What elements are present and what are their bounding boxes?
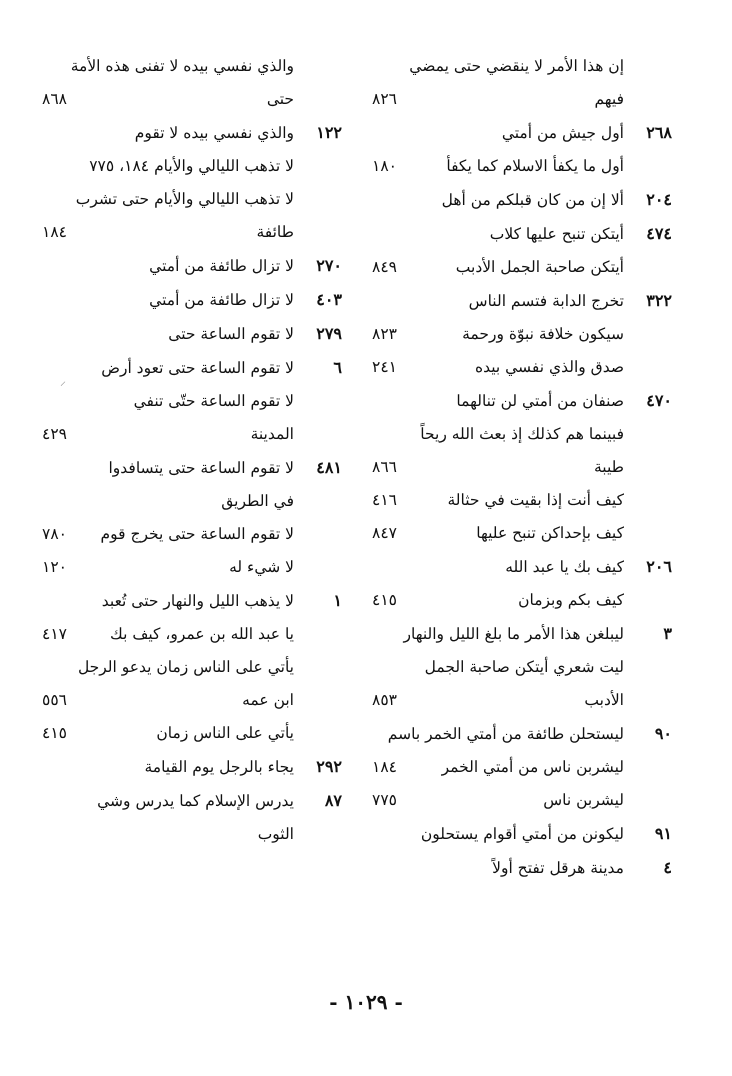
entry-text: في الطريق [221, 492, 294, 510]
entry-page-ref: ٨٦٨ [42, 90, 67, 108]
entry-text-wrap [42, 83, 294, 116]
index-entry [372, 550, 672, 584]
entry-text: ليت شعري أيتكن صاحبة الجمل [424, 658, 624, 676]
entry-text: لا تذهب الليالي والأيام حتى تشرب [75, 190, 294, 208]
entry-text: أيتكن تنبح عليها كلاب [489, 225, 624, 243]
entry-text: والذي نفسي بيده لا تفنى هذه الأمة [70, 57, 294, 75]
entry-text-wrap [372, 618, 624, 651]
index-entry [372, 50, 672, 83]
entry-text: يجاء بالرجل يوم القيامة [144, 758, 294, 776]
entry-page-ref: ٧٧٥ [372, 791, 397, 809]
index-entry [42, 150, 342, 183]
entry-number: ٢٧٠ [316, 256, 342, 275]
entry-text-wrap [42, 216, 294, 249]
index-column-right [372, 50, 672, 885]
index-entry [372, 384, 672, 418]
index-entry [42, 451, 342, 485]
entry-text-wrap [372, 351, 624, 384]
index-entry [42, 385, 342, 418]
index-entry [42, 584, 342, 618]
entry-text: أيتكن صاحبة الجمل الأدبب [455, 258, 624, 276]
entry-text-wrap [372, 651, 624, 684]
entry-text: ليكونن من أمتي أقوام يستحلون [420, 825, 624, 843]
index-entry [42, 485, 342, 518]
index-entry [42, 351, 342, 385]
entry-number: ٤٧٠ [646, 391, 672, 410]
entry-number: ٢٦٨ [646, 123, 672, 142]
entry-page-ref: ١٨٠ [372, 157, 397, 175]
entry-text-wrap [372, 251, 624, 284]
entry-text: لا تقوم الساعة حتى تعود أرض [101, 359, 294, 377]
entry-number: ١٢٢ [316, 123, 342, 142]
entry-text-wrap [372, 517, 624, 550]
index-entry [372, 517, 672, 550]
entry-page-ref: ١٨٤ [372, 758, 397, 776]
entry-text: يأتي على الناس زمان [156, 724, 294, 742]
entry-text-wrap [42, 518, 294, 551]
entry-text: لا تزال طائفة من أمتي [149, 257, 294, 275]
index-entry [42, 183, 342, 216]
entry-number: ٢٧٩ [316, 324, 342, 343]
entry-text-wrap [372, 784, 624, 817]
entry-text-wrap [42, 618, 294, 651]
entry-number: ٤٨١ [316, 458, 342, 477]
entry-text-wrap [372, 418, 624, 451]
entry-text-wrap [372, 551, 624, 584]
entry-text-wrap [42, 818, 294, 851]
entry-text: لا تقوم الساعة حتى [168, 325, 294, 343]
index-entry [372, 651, 672, 684]
entry-text-wrap [372, 150, 624, 183]
entry-text-wrap [42, 352, 294, 385]
entry-text: كيف بإحداكن تنبح عليها [476, 524, 624, 542]
entry-text-wrap [372, 852, 624, 885]
index-entry [42, 116, 342, 150]
entry-text-wrap [42, 418, 294, 451]
entry-page-ref: ٧٨٠ [42, 525, 67, 543]
index-entry [372, 318, 672, 351]
entry-number: ٦ [333, 358, 342, 377]
entry-text-wrap [372, 385, 624, 418]
entry-text-wrap [42, 385, 294, 418]
entry-text-wrap [372, 184, 624, 217]
entry-text: كيف أنت إذا بقيت في حثالة [447, 491, 624, 509]
entry-text-wrap [42, 284, 294, 317]
entry-text-wrap [42, 150, 294, 183]
entry-page-ref: ١٢٠ [42, 558, 67, 576]
entry-page-ref: ٤٢٩ [42, 425, 67, 443]
entry-text-wrap [42, 585, 294, 618]
index-entry [42, 83, 342, 116]
entry-number: ٤ [663, 858, 672, 877]
entry-text-wrap [42, 50, 294, 83]
entry-text: صدق والذي نفسي بيده [474, 358, 624, 376]
entry-text-wrap [372, 83, 624, 116]
entry-text: لا تزال طائفة من أمتي [149, 291, 294, 309]
entry-text-wrap [372, 751, 624, 784]
entry-page-ref: ٨٤٩ [372, 258, 397, 276]
entry-text: يدرس الإسلام كما يدرس وشي [97, 792, 294, 810]
index-entry [42, 518, 342, 551]
entry-text-wrap [372, 117, 624, 150]
entry-text: الأدبب [584, 691, 624, 709]
entry-number: ٤٧٤ [646, 224, 672, 243]
entry-text: والذي نفسي بيده لا تقوم [134, 124, 294, 142]
margin-mark: ⸜ [60, 374, 67, 388]
entry-text-wrap [372, 285, 624, 318]
entry-text-wrap [372, 318, 624, 351]
index-entry [372, 351, 672, 384]
entry-text-wrap [372, 451, 624, 484]
entry-number: ٩١ [654, 824, 672, 843]
entry-text-wrap [372, 50, 624, 83]
index-entry [42, 818, 342, 851]
index-entry [372, 251, 672, 284]
index-entry [372, 717, 672, 751]
entry-page-ref: ٨٥٣ [372, 691, 397, 709]
index-entry [372, 418, 672, 451]
index-entry [372, 451, 672, 484]
index-entry [372, 150, 672, 183]
entry-text: كيف بك يا عبد الله [505, 558, 624, 576]
entry-text: أول جيش من أمتي [501, 124, 624, 142]
entry-text-wrap [42, 117, 294, 150]
index-entry [372, 183, 672, 217]
index-entry [42, 551, 342, 584]
entry-page-ref: ٤١٥ [372, 591, 397, 609]
entry-number: ٩٠ [654, 724, 672, 743]
entry-number: ٢٠٦ [646, 557, 672, 576]
entry-page-ref: ١٨٤ [42, 223, 67, 241]
entry-text: فبينما هم كذلك إذ بعث الله ريحاً [420, 425, 624, 443]
entry-text-wrap [372, 718, 624, 751]
entry-number: ٣٢٢ [646, 291, 672, 310]
entry-text: ليبلغن هذا الأمر ما بلغ الليل والنهار [403, 625, 624, 643]
entry-text: ليستحلن طائفة من أمتي الخمر باسم [387, 725, 624, 743]
index-entry [42, 684, 342, 717]
entry-text: كيف بكم وبزمان [518, 591, 624, 609]
entry-page-ref: ٥٥٦ [42, 691, 67, 709]
entry-text-wrap [372, 218, 624, 251]
entry-text: حتى [266, 90, 294, 108]
entry-page-ref: ٢٤١ [372, 358, 397, 376]
index-entry [42, 283, 342, 317]
entry-text-wrap [372, 584, 624, 617]
entry-text-wrap [372, 818, 624, 851]
page-number: - ١٠٢٩ - [329, 990, 403, 1014]
index-entry [42, 717, 342, 750]
entry-text: لا تقوم الساعة حتى يتسافدوا [108, 459, 294, 477]
entry-text-wrap [42, 684, 294, 717]
entry-page-ref: ٤١٥ [42, 724, 67, 742]
index-entry [42, 50, 342, 83]
entry-number: ٨٧ [324, 791, 342, 810]
index-entry [42, 651, 342, 684]
entry-text-wrap [42, 318, 294, 351]
entry-text: إن هذا الأمر لا ينقضي حتى يمضي [409, 57, 624, 75]
index-entry [372, 851, 672, 885]
entry-text: لا تذهب الليالي والأيام ١٨٤، ٧٧٥ [89, 157, 294, 175]
entry-text-wrap [42, 250, 294, 283]
entry-text-wrap [42, 183, 294, 216]
entry-text-wrap [42, 452, 294, 485]
index-entry [42, 418, 342, 451]
index-entry [372, 684, 672, 717]
index-entry [42, 784, 342, 818]
entry-text: طائفة [256, 223, 294, 241]
entry-number: ٢٩٢ [316, 757, 342, 776]
entry-page-ref: ٨٤٧ [372, 524, 397, 542]
entry-text: مدينة هرقل تفتح أولاً [492, 859, 624, 877]
entry-text: ابن عمه [242, 691, 294, 709]
entry-text: فيهم [594, 90, 624, 108]
entry-text: لا شيء له [229, 558, 294, 576]
index-entry [372, 617, 672, 651]
entry-text: ليشربن ناس من أمتي الخمر [441, 758, 624, 776]
entry-page-ref: ٨٦٦ [372, 458, 397, 476]
entry-number: ١ [333, 591, 342, 610]
index-entry [42, 216, 342, 249]
index-entry [372, 784, 672, 817]
entry-text-wrap [42, 651, 294, 684]
entry-text: تخرج الدابة فتسم الناس [468, 292, 624, 310]
index-entry [372, 284, 672, 318]
entry-text: الثوب [257, 825, 294, 843]
entry-number: ٤٠٣ [316, 290, 342, 309]
index-entry [42, 317, 342, 351]
index-entry [42, 249, 342, 283]
entry-text: أول ما يكفأ الاسلام كما يكفأ [446, 157, 624, 175]
entry-text: لا تقوم الساعة حتّى تنفي [133, 392, 294, 410]
entry-number: ٣ [663, 624, 672, 643]
index-entry [372, 83, 672, 116]
entry-text-wrap [42, 485, 294, 518]
entry-text: يا عبد الله بن عمرو، كيف بك [110, 625, 294, 643]
index-entry [372, 584, 672, 617]
entry-text: طيبة [593, 458, 624, 476]
entry-text: سيكون خلافة نبوّة ورحمة [462, 325, 624, 343]
index-entry [372, 751, 672, 784]
entry-text: لا تقوم الساعة حتى يخرج قوم [100, 525, 294, 543]
entry-text: ألا إن من كان قبلكم من أهل [441, 191, 624, 209]
entry-text: لا يذهب الليل والنهار حتى تُعبد [101, 592, 294, 610]
entry-text-wrap [42, 751, 294, 784]
entry-text: صنفان من أمتي لن تنالهما [456, 392, 624, 410]
entry-text-wrap [372, 684, 624, 717]
index-entry [372, 484, 672, 517]
entry-text-wrap [42, 551, 294, 584]
index-column-left [42, 50, 342, 851]
index-entry [42, 618, 342, 651]
entry-text: المدينة [250, 425, 294, 443]
entry-number: ٢٠٤ [646, 190, 672, 209]
entry-text: يأتي على الناس زمان يدعو الرجل [77, 658, 294, 676]
entry-page-ref: ٨٢٣ [372, 325, 397, 343]
entry-text-wrap [42, 717, 294, 750]
index-entry [372, 817, 672, 851]
entry-page-ref: ٤١٧ [42, 625, 67, 643]
index-entry [372, 116, 672, 150]
entry-text-wrap [372, 484, 624, 517]
index-entry [42, 750, 342, 784]
entry-page-ref: ٨٢٦ [372, 90, 397, 108]
entry-text: ليشربن ناس [543, 791, 624, 809]
entry-page-ref: ٤١٦ [372, 491, 397, 509]
index-entry [372, 217, 672, 251]
entry-text-wrap [42, 785, 294, 818]
